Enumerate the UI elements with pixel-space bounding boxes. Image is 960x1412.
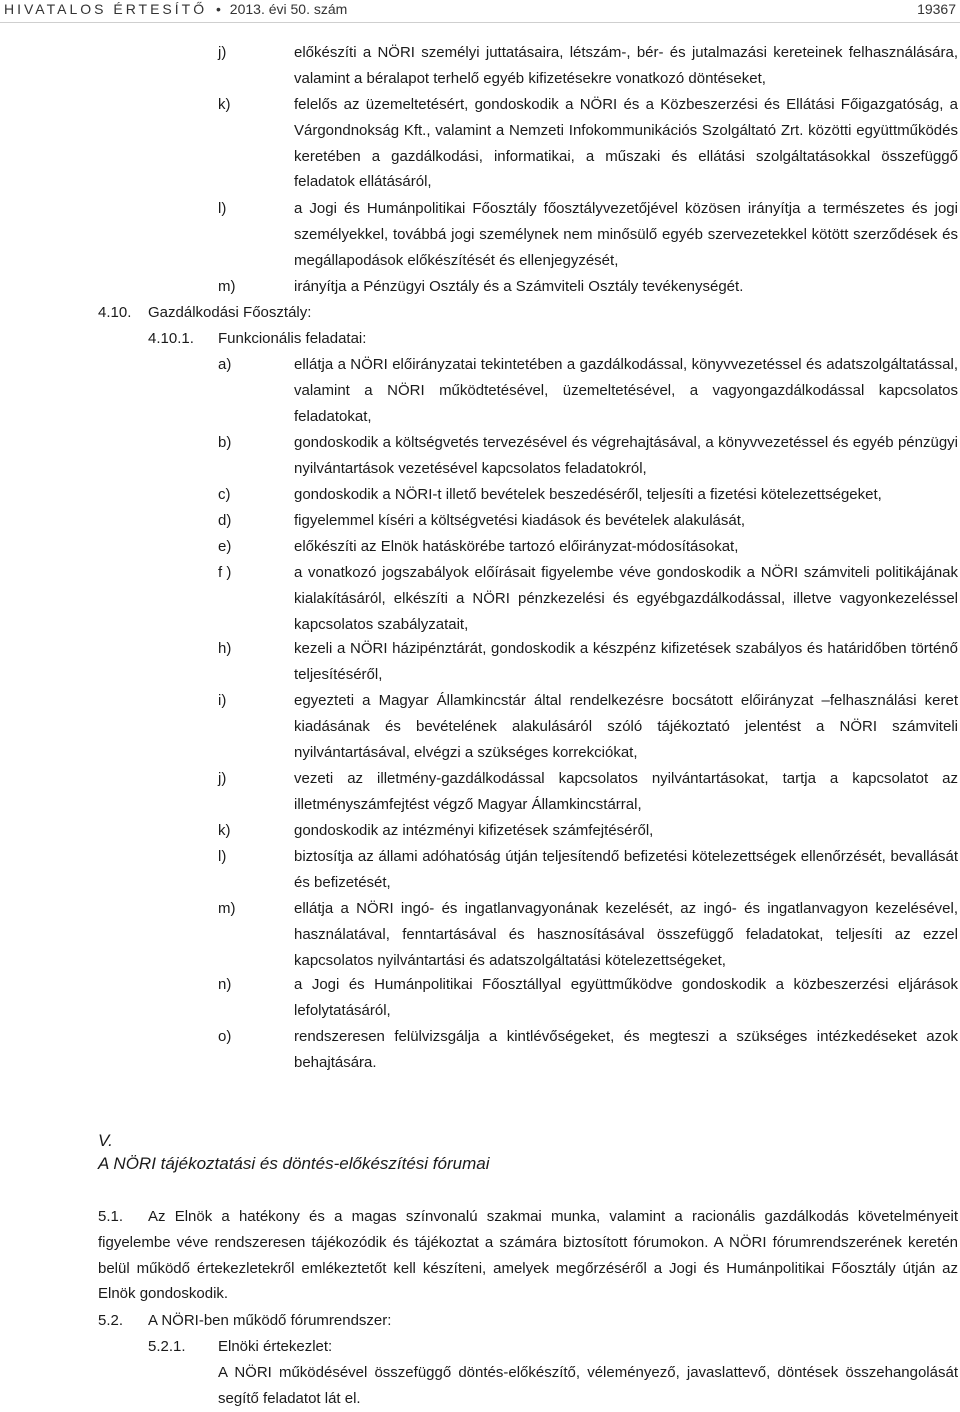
list-item-text: ellátja a NÖRI előirányzatai tekintetében a gazdálkodással, könyvvezetéssel és adatszolgáltatással, valamint a NÖRI működtetésével, üzemeltetésével, a vagyongazdálkodással kapcsolatos feladatokat,	[294, 356, 958, 425]
list-item-label: n)	[218, 976, 232, 993]
list-item-label: m)	[218, 278, 236, 295]
list-item-label: l)	[218, 200, 227, 217]
running-header	[0, 0, 960, 23]
list-item-label: l)	[218, 848, 227, 865]
list-item-text: figyelemmel kíséri a költségvetési kiadások és bevételek alakulását,	[294, 512, 746, 529]
list-item-text: a Jogi és Humánpolitikai Főosztállyal együttműködve gondoskodik a közbeszerzési eljárások lefolytatásáról,	[294, 976, 958, 1019]
list-item-text: előkészíti a NÖRI személyi juttatásaira, létszám-, bér- és jutalmazási kereteinek felhasználására, valamint a béralapot terhelő egyéb kifizetésekre vonatkozó döntéseket,	[294, 44, 958, 87]
subparagraph-text: A NÖRI működésével összefüggő döntés-előkészítő, véleményező, javaslattevő, döntések összehangolását segítő feladatot lát el.	[218, 1364, 958, 1407]
list-item-label: k)	[218, 822, 231, 839]
list-item-text: gondoskodik az intézményi kifizetések számfejtéséről,	[294, 822, 654, 839]
header-bullet: •	[216, 1, 221, 17]
list-item-label: m)	[218, 900, 236, 917]
paragraph-number: 5.1.	[98, 1208, 124, 1225]
section-number: 4.10.	[98, 304, 132, 321]
paragraph-text: A NÖRI-ben működő fórumrendszer:	[148, 1312, 392, 1329]
list-item-text: kezeli a NÖRI házipénztárát, gondoskodik a készpénz kifizetések szabályos és határidőben történő teljesítéséről,	[294, 640, 958, 683]
list-item-text: előkészíti az Elnök hatáskörébe tartozó előirányzat-módosításokat,	[294, 538, 739, 555]
publication-name: HIVATALOS ÉRTESÍTŐ	[4, 1, 208, 17]
list-item-label: h)	[218, 640, 232, 657]
list-item-label: f )	[218, 564, 232, 581]
list-item-label: d)	[218, 512, 232, 529]
list-item-label: k)	[218, 96, 231, 113]
paragraph-text: Az Elnök a hatékony és a magas színvonalú szakmai munka, valamint a racionális gazdálkodás követelményeit figyelembe véve rendszeresen tájékozódik és tájékoztat a számára biztosított fórumokon. A NÖRI fórumrendszerének keretén belül működő értekezletekről emlékeztetőt kell készíteni, amelyek megőrzéséről a Jogi és Humánpolitikai Főosztály útján az Elnök gondoskodik.	[98, 1208, 958, 1303]
list-item-label: b)	[218, 434, 232, 451]
list-item-text: irányítja a Pénzügyi Osztály és a Számviteli Osztály tevékenységét.	[294, 278, 744, 295]
list-item-label: j)	[218, 770, 227, 787]
list-item-text: a Jogi és Humánpolitikai Főosztály főosztályvezetőjével közösen irányítja a természetes és jogi személyekkel, továbbá jogi személynek nem minősülő egyéb szervezetekkel kötött szerződések és megállapodások előkészítését és ellenjegyzését,	[294, 200, 958, 269]
list-item-text: gondoskodik a NÖRI-t illető bevételek beszedéséről, teljesíti a fizetési kötelezettségeket,	[294, 486, 882, 503]
list-item-label: i)	[218, 692, 227, 709]
list-item-label: c)	[218, 486, 231, 503]
list-item-text: felelős az üzemeltetésért, gondoskodik a NÖRI és a Közbeszerzési és Ellátási Főigazgatóság, a Várgondnokság Kft., valamint a Nemzeti Infokommunikációs Szolgáltató Zrt. közötti együttműködés keretében a gazdálkodási, informatikai, a műszaki és ellátási szolgáltatásokkal összefüggő feladatok ellátásáról,	[294, 96, 958, 191]
list-item-text: vezeti az illetmény-gazdálkodással kapcsolatos nyilvántartásokat, tartja a kapcsolatot az illetményszámfejtést végző Magyar Államkincstárral,	[294, 770, 958, 813]
list-item-text: a vonatkozó jogszabályok előírásait figyelembe véve gondoskodik a NÖRI számviteli politikájának kialakításáról, elkészíti a NÖRI pénzkezelési és egyébgazdálkodással, illetve vagyonkezeléssel kapcsolatos szabályzatait,	[294, 564, 958, 633]
list-item-text: gondoskodik a költségvetés tervezésével és végrehajtásával, a könyvvezetéssel és egyéb pénzügyi nyilvántartások vezetésével kapcsolatos feladatokról,	[294, 434, 958, 477]
list-item-label: e)	[218, 538, 232, 555]
page-number: 19367	[917, 1, 956, 17]
subsection-title: Funkcionális feladatai:	[218, 330, 367, 347]
chapter-title: A NÖRI tájékoztatási és döntés-előkészítési fórumai	[98, 1154, 490, 1173]
subparagraph-number: 5.2.1.	[148, 1338, 186, 1355]
list-item-text: egyezteti a Magyar Államkincstár által rendelkezésre bocsátott előirányzat –felhasználási keret kiadásának és bevételének alakulásáról szóló tájékoztató jelentést a NÖRI számviteli nyilvántartásával, elvégzi a szükséges korrekciókat,	[294, 692, 958, 761]
list-item-label: a)	[218, 356, 232, 373]
chapter-number: V.	[98, 1131, 113, 1150]
issue-number: 2013. évi 50. szám	[229, 1, 348, 17]
header-left	[4, 0, 347, 18]
subsection-number: 4.10.1.	[148, 330, 194, 347]
paragraph-number: 5.2.	[98, 1312, 124, 1329]
list-item-text: ellátja a NÖRI ingó- és ingatlanvagyonának kezelését, az ingó- és ingatlanvagyon kezelésével, használatával, fenntartásával és hasznosításával összefüggő feladatokat, teljesíti az ezzel kapcsolatos nyilvántartási és adatszolgáltatási kötelezettségeket,	[294, 900, 958, 969]
list-item-label: j)	[218, 44, 227, 61]
list-item-text: biztosítja az állami adóhatóság útján teljesítendő befizetési kötelezettségek ellenőrzését, bevallását és befizetését,	[294, 848, 958, 891]
subparagraph-title: Elnöki értekezlet:	[218, 1338, 333, 1355]
section-title: Gazdálkodási Főosztály:	[148, 304, 312, 321]
list-item-text: rendszeresen felülvizsgálja a kintlévőségeket, és megteszi a szükséges intézkedéseket azok behajtására.	[294, 1028, 958, 1071]
list-item-label: o)	[218, 1028, 232, 1045]
